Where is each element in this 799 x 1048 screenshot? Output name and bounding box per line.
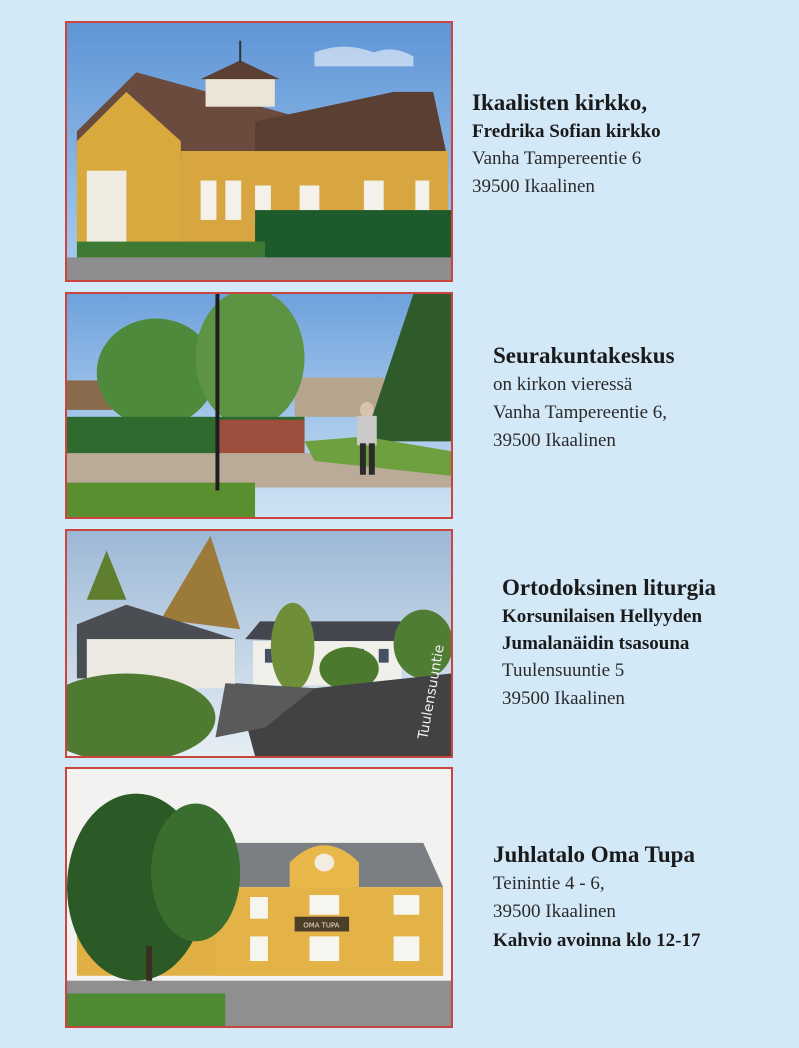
church-text bbox=[472, 88, 661, 201]
street-sign-text: Tuulensuuntie bbox=[415, 643, 448, 741]
oma-tupa-sign: OMA TUPA bbox=[303, 921, 340, 930]
parish-centre-title: Seurakuntakeskus bbox=[493, 343, 675, 368]
chapel-address-street: Tuulensuuntie 5 bbox=[502, 660, 625, 681]
oma-tupa-street: Teinintie 4 - 6, bbox=[493, 873, 605, 894]
parish-centre-postal: 39500 Ikaalinen bbox=[493, 430, 616, 451]
church-title: Ikaalisten kirkko, bbox=[472, 90, 648, 115]
parish-centre-location: on kirkon vieressä bbox=[493, 374, 633, 395]
church-address-postal: 39500 Ikaalinen bbox=[472, 176, 595, 197]
chapel-photo bbox=[65, 529, 453, 758]
parish-centre-photo bbox=[65, 292, 453, 519]
chapel-subtitle-1: Korsunilaisen Hellyyden bbox=[502, 606, 703, 627]
oma-tupa-title: Juhlatalo Oma Tupa bbox=[493, 842, 695, 867]
church-subtitle: Fredrika Sofian kirkko bbox=[472, 121, 661, 142]
church-photo bbox=[65, 21, 453, 282]
parish-centre-text bbox=[493, 341, 675, 455]
chapel-title: Ortodoksinen liturgia bbox=[502, 575, 717, 600]
church-address-street: Vanha Tampereentie 6 bbox=[472, 148, 642, 169]
parish-centre-street: Vanha Tampereentie 6, bbox=[493, 402, 667, 423]
oma-tupa-photo bbox=[65, 767, 453, 1028]
oma-tupa-cafe-hours: Kahvio avoinna klo 12-17 bbox=[493, 930, 701, 951]
oma-tupa-text bbox=[493, 840, 700, 954]
oma-tupa-postal: 39500 Ikaalinen bbox=[493, 901, 616, 922]
chapel-text bbox=[502, 573, 716, 713]
chapel-subtitle-2: Jumalanäidin tsasouna bbox=[502, 633, 690, 654]
chapel-address-postal: 39500 Ikaalinen bbox=[502, 688, 625, 709]
